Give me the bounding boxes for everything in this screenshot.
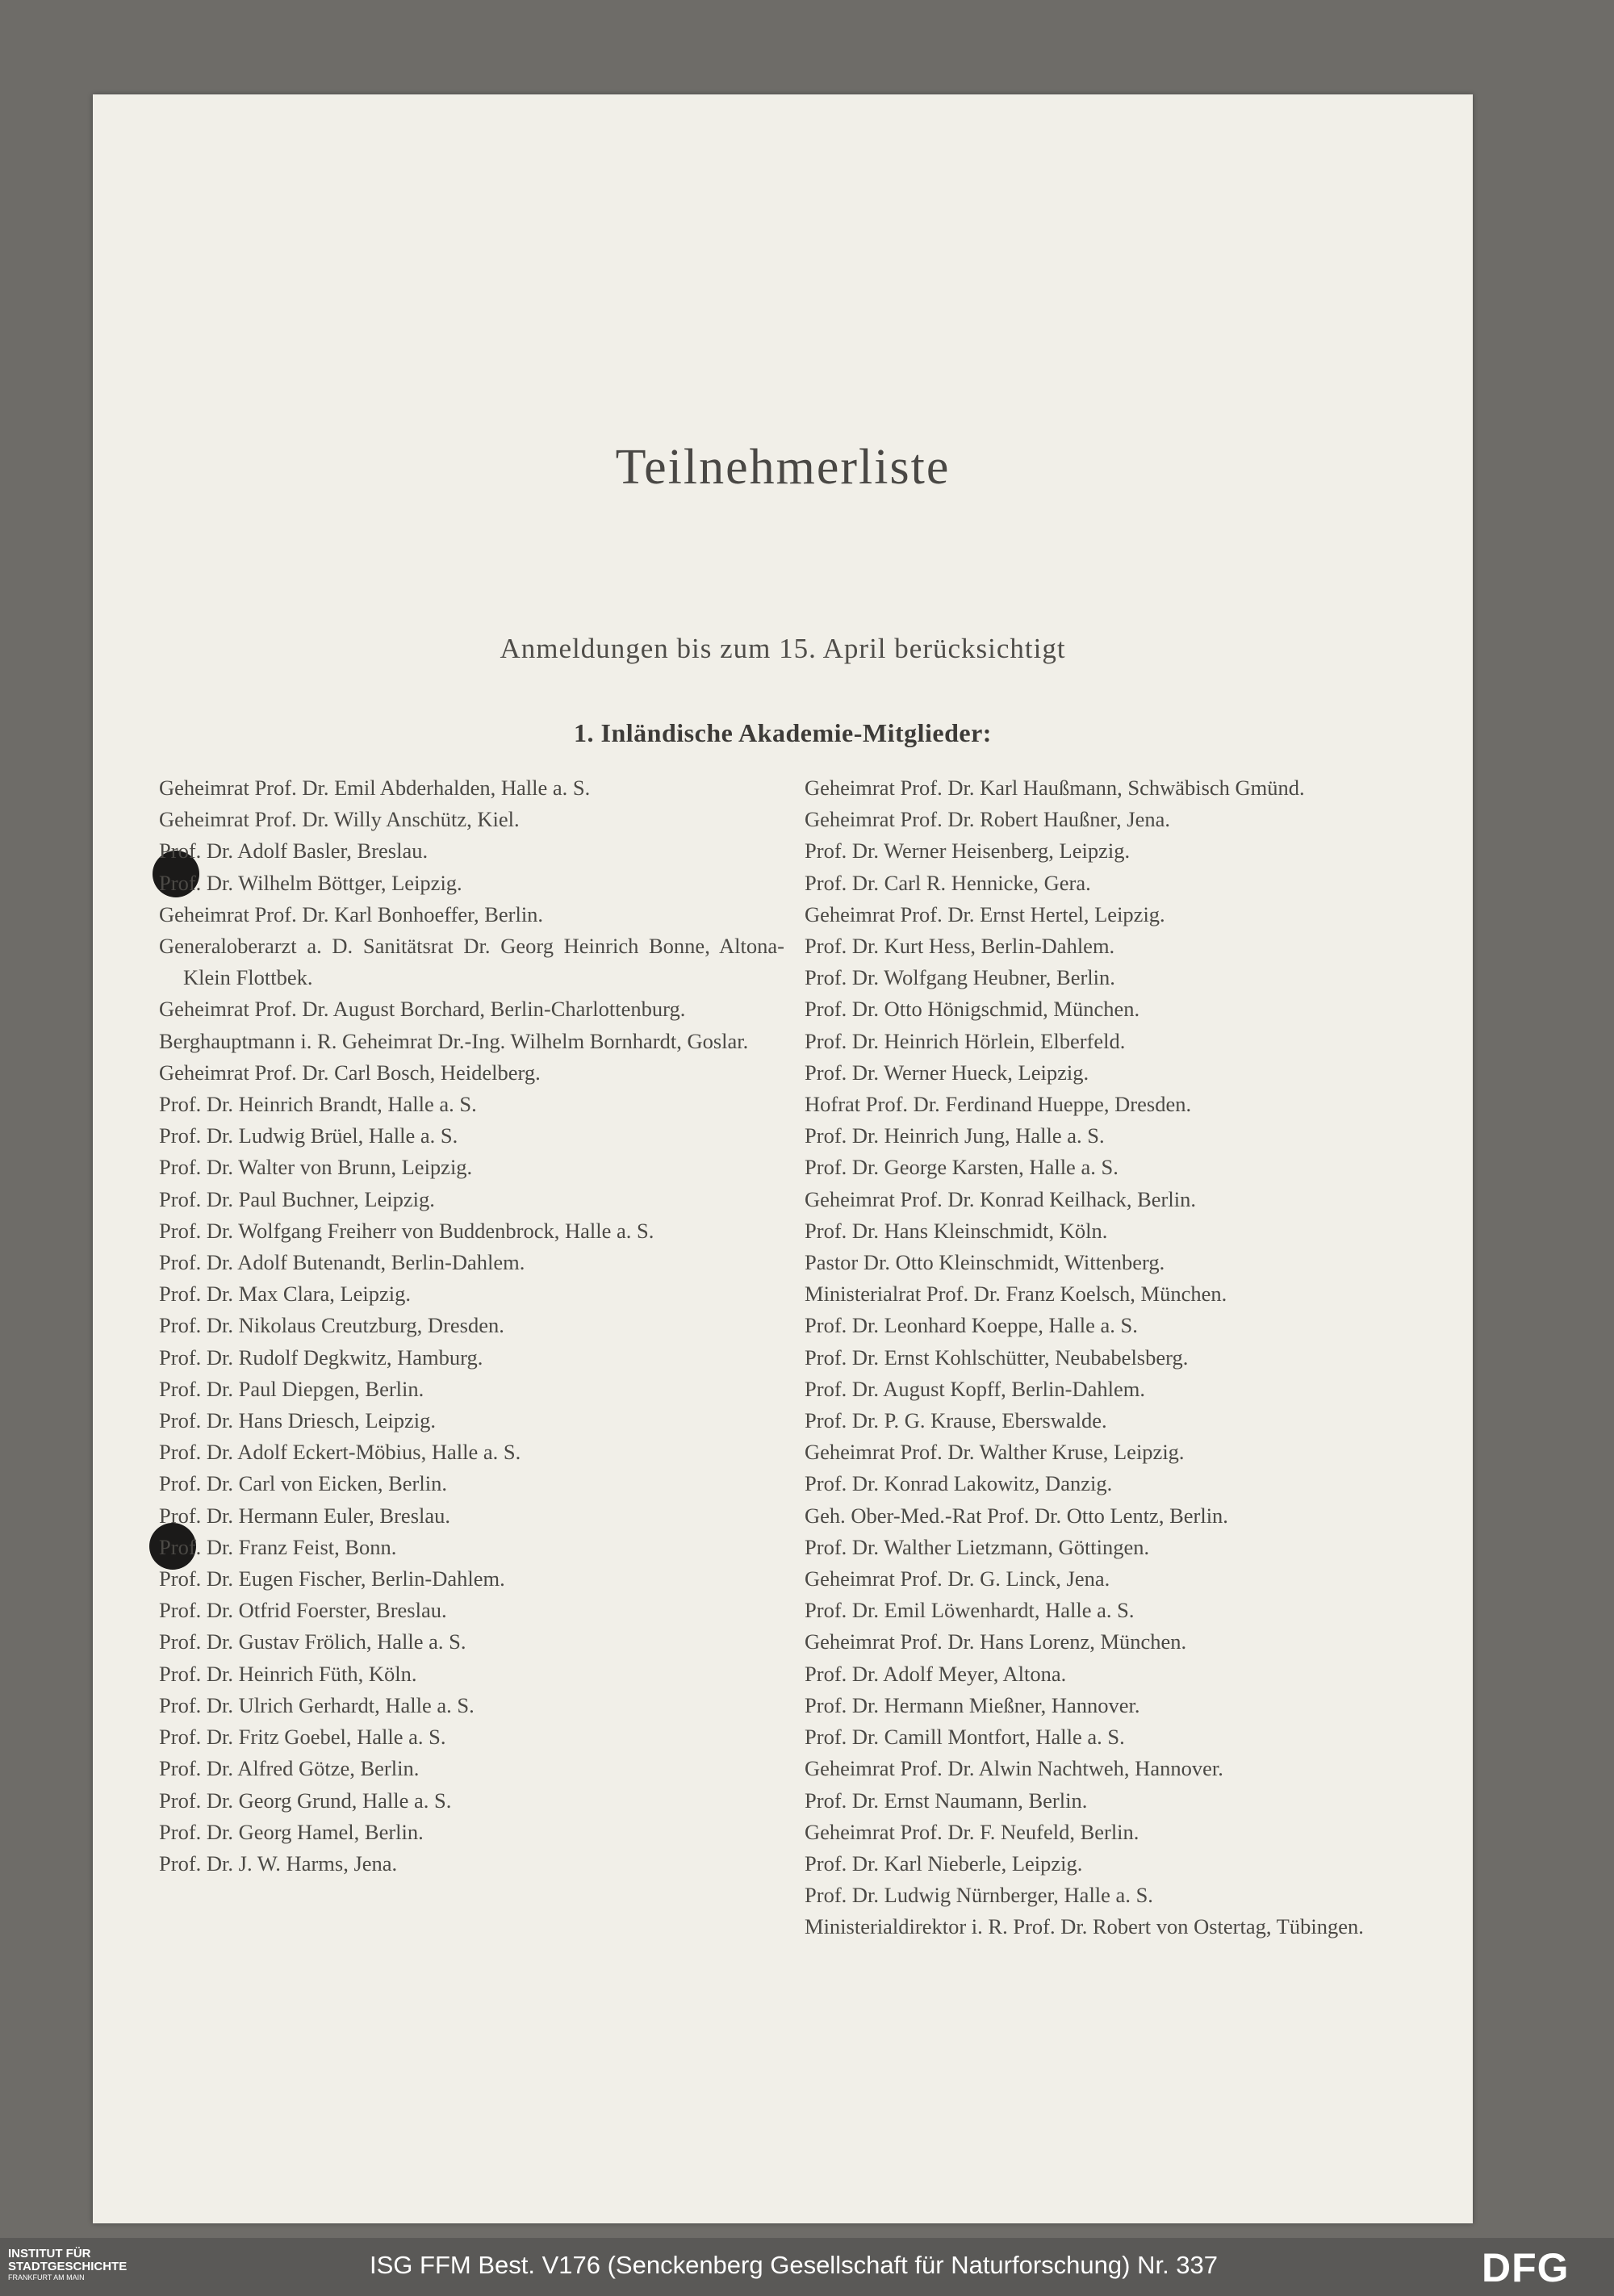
section-heading: 1. Inländische Akademie-Mitglieder:: [574, 718, 992, 747]
participant-entry: Pastor Dr. Otto Kleinschmidt, Wittenberg.: [805, 1250, 1165, 1275]
participant-entry: Prof. Dr. Konrad Lakowitz, Danzig.: [805, 1471, 1113, 1496]
participant-entry: Prof. Dr. Adolf Eckert-Möbius, Halle a. S.: [159, 1440, 521, 1465]
participant-entry: Geheimrat Prof. Dr. Konrad Keilhack, Berlin.: [805, 1186, 1196, 1211]
participant-entry: Prof. Dr. Kurt Hess, Berlin-Dahlem.: [805, 934, 1115, 959]
page-title: Teilnehmerliste: [615, 440, 951, 495]
participant-entry: Prof. Dr. George Karsten, Halle a. S.: [805, 1155, 1119, 1180]
institute-logo: [8, 2248, 127, 2282]
participant-entry: Geheimrat Prof. Dr. Hans Lorenz, München.: [805, 1629, 1187, 1654]
participant-entry: Prof. Dr. Karl Nieberle, Leipzig.: [805, 1851, 1083, 1876]
participant-entry: Prof. Dr. J. W. Harms, Jena.: [159, 1851, 398, 1876]
participant-entry: Geheimrat Prof. Dr. G. Linck, Jena.: [805, 1566, 1110, 1591]
participant-entry: Prof. Dr. Franz Feist, Bonn.: [159, 1534, 397, 1559]
participant-entry: Geheimrat Prof. Dr. Carl Bosch, Heidelberg.: [159, 1060, 541, 1085]
participant-entry: Ministerialrat Prof. Dr. Franz Koelsch, München.: [805, 1282, 1227, 1307]
document-page: [93, 94, 1473, 2223]
participant-entry: Prof. Dr. Heinrich Füth, Köln.: [159, 1661, 417, 1686]
participant-entry: Prof. Dr. Rudolf Degkwitz, Hamburg.: [159, 1345, 483, 1370]
institute-line-3: FRANKFURT AM MAIN: [8, 2273, 85, 2281]
participant-entry: Prof. Dr. Paul Diepgen, Berlin.: [159, 1376, 424, 1401]
participant-entry: Prof. Dr. Walther Lietzmann, Göttingen.: [805, 1534, 1150, 1559]
participant-entry: Geheimrat Prof. Dr. F. Neufeld, Berlin.: [805, 1819, 1139, 1844]
participant-entry: Generaloberarzt a. D. Sanitätsrat Dr. Georg Heinrich Bonne, Altona-Klein Flottbek.: [159, 934, 784, 990]
participant-entry: Berghauptmann i. R. Geheimrat Dr.-Ing. Wilhelm Bornhardt, Goslar.: [159, 1028, 749, 1053]
participant-entry: Geheimrat Prof. Dr. Karl Haußmann, Schwäbisch Gmünd.: [805, 776, 1305, 800]
participant-entry: Prof. Dr. Werner Hueck, Leipzig.: [805, 1060, 1089, 1085]
archive-footer-bar: [0, 2238, 1614, 2296]
participant-entry: Prof. Dr. Ulrich Gerhardt, Halle a. S.: [159, 1692, 475, 1717]
participant-entry: Prof. Dr. Leonhard Koeppe, Halle a. S.: [805, 1313, 1138, 1338]
participant-entry: Prof. Dr. Adolf Butenandt, Berlin-Dahlem.: [159, 1250, 525, 1275]
participant-entry: Prof. Dr. Georg Hamel, Berlin.: [159, 1819, 424, 1844]
institute-line-2: STADTGESCHICHTE: [8, 2260, 128, 2273]
participant-entry: Prof. Dr. Paul Buchner, Leipzig.: [159, 1186, 435, 1211]
participant-entry: Geheimrat Prof. Dr. Willy Anschütz, Kiel.: [159, 807, 520, 832]
participant-entry: Prof. Dr. Ernst Kohlschütter, Neubabelsberg.: [805, 1345, 1189, 1370]
participant-entry: Prof. Dr. Heinrich Brandt, Halle a. S.: [159, 1092, 477, 1117]
participant-entry: Prof. Dr. Carl von Eicken, Berlin.: [159, 1471, 447, 1496]
participant-entry: Ministerialdirektor i. R. Prof. Dr. Robert von Ostertag, Tübingen.: [805, 1914, 1364, 1939]
participant-entry: Prof. Dr. Otto Hönigschmid, München.: [805, 997, 1140, 1022]
participant-entry: Geheimrat Prof. Dr. Emil Abderhalden, Halle a. S.: [159, 776, 591, 800]
archive-caption: ISG FFM Best. V176 (Senckenberg Gesellschaft für Naturforschung) Nr. 337: [370, 2251, 1219, 2279]
participant-entry: Prof. Dr. Alfred Götze, Berlin.: [159, 1756, 420, 1781]
participant-entry: Geheimrat Prof. Dr. August Borchard, Berlin-Charlottenburg.: [159, 997, 686, 1022]
participant-entry: Prof. Dr. Emil Löwenhardt, Halle a. S.: [805, 1598, 1135, 1623]
participant-list-left: [159, 772, 784, 1880]
participant-entry: Prof. Dr. Ludwig Nürnberger, Halle a. S.: [805, 1883, 1153, 1908]
participant-entry: Prof. Dr. Camill Montfort, Halle a. S.: [805, 1725, 1125, 1750]
participant-entry: Geheimrat Prof. Dr. Walther Kruse, Leipzig.: [805, 1440, 1185, 1465]
participant-entry: Prof. Dr. Nikolaus Creutzburg, Dresden.: [159, 1313, 504, 1338]
participant-entry: Prof. Dr. Max Clara, Leipzig.: [159, 1282, 412, 1307]
participant-entry: Prof. Dr. Wolfgang Heubner, Berlin.: [805, 965, 1115, 990]
participant-entry: Prof. Dr. Heinrich Hörlein, Elberfeld.: [805, 1028, 1126, 1053]
page-subtitle: Anmeldungen bis zum 15. April berücksichtigt: [500, 633, 1066, 664]
participant-entry: Prof. Dr. Ernst Naumann, Berlin.: [805, 1788, 1088, 1813]
participant-entry: Prof. Dr. Wolfgang Freiherr von Buddenbrock, Halle a. S.: [159, 1218, 654, 1243]
participant-entry: Prof. Dr. Adolf Meyer, Altona.: [805, 1661, 1067, 1686]
participant-list-right: [805, 772, 1434, 1943]
participant-entry: Geh. Ober-Med.-Rat Prof. Dr. Otto Lentz, Berlin.: [805, 1503, 1228, 1528]
participant-entry: Prof. Dr. Carl R. Hennicke, Gera.: [805, 870, 1091, 895]
participant-entry: Prof. Dr. Fritz Goebel, Halle a. S.: [159, 1725, 446, 1750]
participant-entry: Geheimrat Prof. Dr. Karl Bonhoeffer, Berlin.: [159, 901, 544, 926]
participant-entry: Prof. Dr. P. G. Krause, Eberswalde.: [805, 1408, 1107, 1433]
participant-entry: Prof. Dr. August Kopff, Berlin-Dahlem.: [805, 1376, 1145, 1401]
participant-entry: Prof. Dr. Hermann Mießner, Hannover.: [805, 1692, 1140, 1717]
participant-entry: Prof. Dr. Adolf Basler, Breslau.: [159, 839, 429, 864]
participant-entry: Prof. Dr. Hermann Euler, Breslau.: [159, 1503, 451, 1528]
participant-entry: Prof. Dr. Werner Heisenberg, Leipzig.: [805, 839, 1131, 864]
participant-entry: Geheimrat Prof. Dr. Ernst Hertel, Leipzig.: [805, 901, 1165, 926]
participant-entry: Hofrat Prof. Dr. Ferdinand Hueppe, Dresden.: [805, 1092, 1192, 1117]
participant-entry: Prof. Dr. Hans Driesch, Leipzig.: [159, 1408, 436, 1433]
institute-line-1: INSTITUT FÜR: [8, 2247, 91, 2260]
participant-entry: Geheimrat Prof. Dr. Robert Haußner, Jena.: [805, 807, 1170, 832]
participant-entry: Prof. Dr. Wilhelm Böttger, Leipzig.: [159, 870, 462, 895]
participant-entry: Prof. Dr. Georg Grund, Halle a. S.: [159, 1788, 452, 1813]
participant-entry: Geheimrat Prof. Dr. Alwin Nachtweh, Hannover.: [805, 1756, 1223, 1781]
participant-entry: Prof. Dr. Gustav Frölich, Halle a. S.: [159, 1629, 466, 1654]
participant-entry: Prof. Dr. Hans Kleinschmidt, Köln.: [805, 1218, 1108, 1243]
participant-entry: Prof. Dr. Eugen Fischer, Berlin-Dahlem.: [159, 1566, 505, 1591]
participant-entry: Prof. Dr. Heinrich Jung, Halle a. S.: [805, 1123, 1105, 1148]
participant-entry: Prof. Dr. Walter von Brunn, Leipzig.: [159, 1155, 473, 1180]
dfg-logo: DFG: [1482, 2245, 1570, 2290]
participant-entry: Prof. Dr. Ludwig Brüel, Halle a. S.: [159, 1123, 458, 1148]
participant-entry: Prof. Dr. Otfrid Foerster, Breslau.: [159, 1598, 447, 1623]
